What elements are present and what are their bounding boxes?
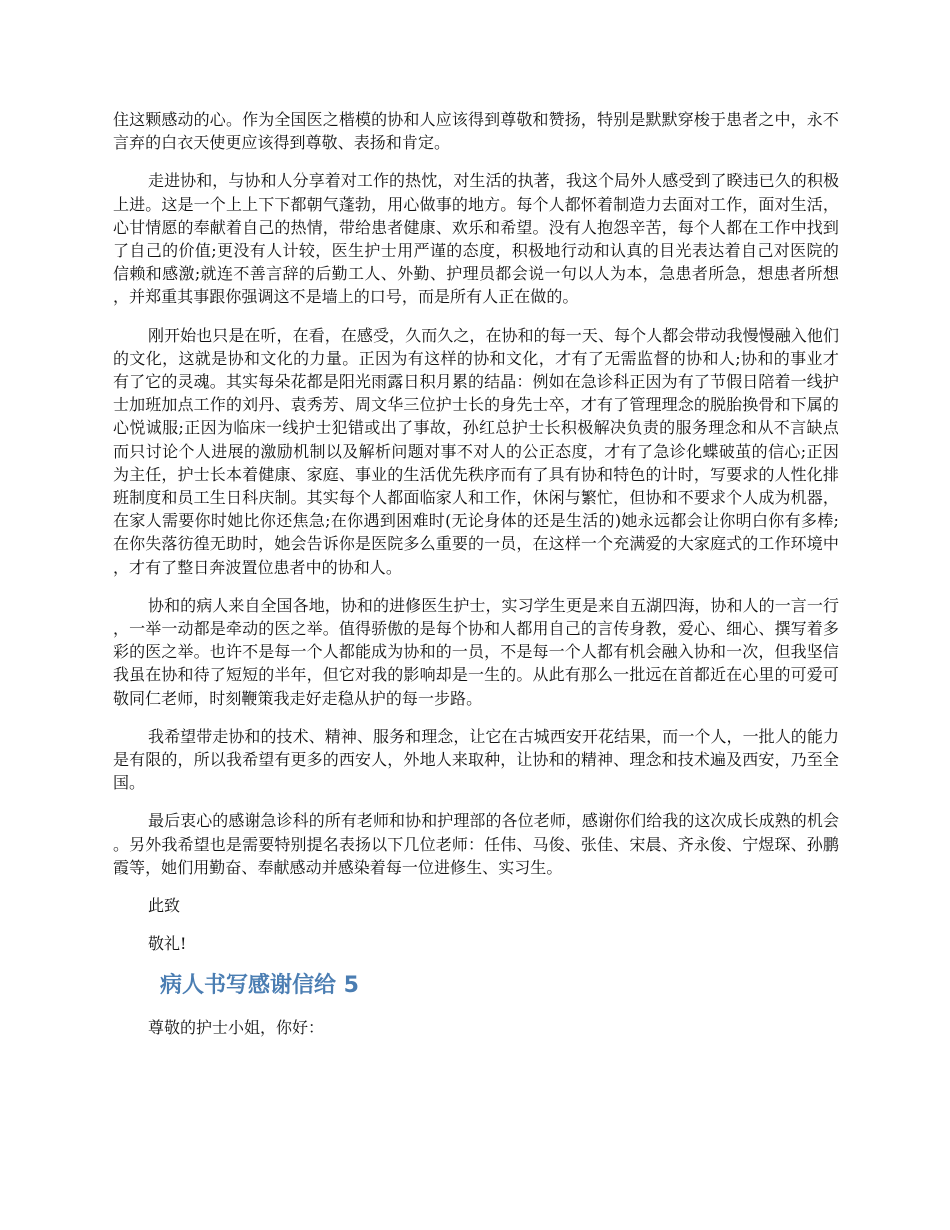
paragraph-2: 走进协和，与协和人分享着对工作的热忱，对生活的执著，我这个局外人感受到了睽违已久的积极上进。这是一个上上下下都朝气蓬勃，用心做事的地方。每个人都怀着制造力去面对工作，面对生活，心甘情愿的奉献着自己的热情，带给患者健康、欢乐和希望。没有人抱怨辛苦，每个人都在工作中找到了自己的价值;更没有人计较，医生护士用严谨的态度，积极地行动和认真的目光表达着自己对医院的信赖和感激;就连不善言辞的后勤工人、外勤、护理员都会说一句以人为本，急患者所急，想患者所想，并郑重其事跟你强调这不是墙上的口号，而是所有人正在做的。 <box>113 171 839 307</box>
paragraph-5: 我希望带走协和的技术、精神、服务和理念，让它在古城西安开花结果，而一个人，一批人的能力是有限的，所以我希望有更多的西安人，外地人来取种，让协和的精神、理念和技术遍及西安，乃至全国。 <box>113 726 839 793</box>
paragraph-6: 最后衷心的感谢急诊科的所有老师和协和护理部的各位老师，感谢你们给我的这次成长成熟的机会。另外我希望也是需要特别提名表扬以下几位老师：任伟、马俊、张佳、宋晨、齐永俊、宁煜琛、孙鹏霞等，她们用勤奋、奉献感动并感染着每一位进修生、实习生。 <box>113 811 839 877</box>
document-body <box>113 108 839 1039</box>
paragraph-4: 协和的病人来自全国各地，协和的进修医生护士，实习学生更是来自五湖四海，协和人的一言一行，一举一动都是牵动的医之举。值得骄傲的是每个协和人都用自己的言传身教，爱心、细心、撰写着多彩的医之举。也许不是每一个人都能成为协和的一员，不是每一个人都有机会融入协和一次，但我坚信我虽在协和待了短短的半年，但它对我的影响却是一生的。从此有那么一批远在首都近在心里的可爱可敬同仁老师，时刻鞭策我走好走稳从护的每一步路。 <box>113 595 839 708</box>
section-heading: 病人书写感谢信给 5 <box>160 972 359 998</box>
closing-salutation: 此致 <box>148 896 181 916</box>
paragraph-1: 住这颗感动的心。作为全国医之楷模的协和人应该得到尊敬和赞扬，特别是默默穿梭于患者之中，永不言弃的白衣天使更应该得到尊敬、表扬和肯定。 <box>113 110 839 153</box>
closing-regards: 敬礼! <box>148 934 187 954</box>
paragraph-3: 刚开始也只是在听，在看，在感受，久而久之，在协和的每一天、每个人都会带动我慢慢融入他们的文化，这就是协和文化的力量。正因为有这样的协和文化，才有了无需监督的协和人;协和的事业才有了它的灵魂。其实每朵花都是阳光雨露日积月累的结晶：例如在急诊科正因为有了节假日陪着一线护士加班加点工作的刘丹、袁秀芳、周文华三位护士长的身先士卒，才有了管理理念的脱胎换骨和下属的心悦诚服;正因为临床一线护士犯错或出了事故，孙红总护士长积极解决负责的服务理念和从不言缺点而只讨论个人进展的激励机制以及解析问题对事不对人的公正态度，才有了急诊化蝶破茧的信心;正因为主任，护士长本着健康、家庭、事业的生活优先秩序而有了具有协和特色的计时，写要求的人性化排班制度和员工生日科庆制。其实每个人都面临家人和工作，休闲与繁忙，但协和不要求个人成为机器，在家人需要你时她比你还焦急;在你遇到困难时(无论身体的还是生活的)她永远都会让你明白你有多棒;在你失落彷徨无助时，她会告诉你是医院多么重要的一员，在这样一个充满爱的大家庭式的工作环境中，才有了整日奔波置位患者中的协和人。 <box>113 325 839 577</box>
letter-greeting: 尊敬的护士小姐，你好： <box>148 1017 325 1037</box>
